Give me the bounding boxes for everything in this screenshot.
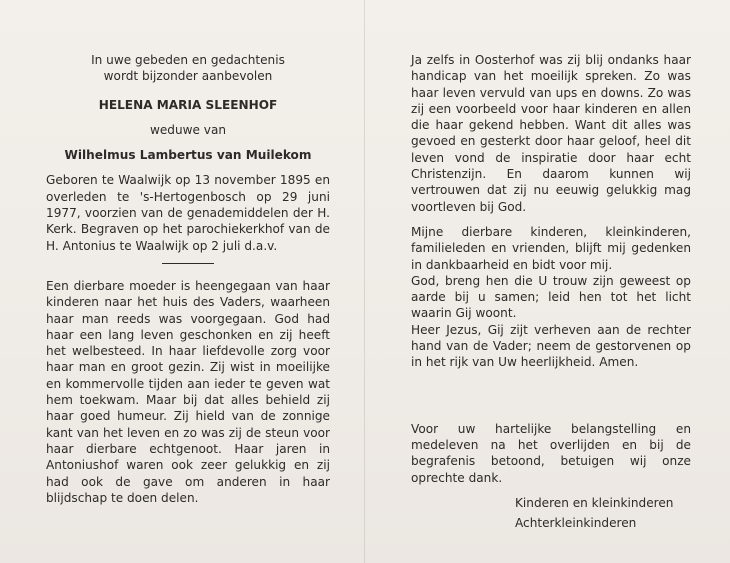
left-panel — [46, 52, 330, 506]
intro-line-2: wordt bijzonder aanbevolen — [103, 69, 273, 84]
paragraph-life: Ja zelfs in Oosterhof was zij blij ondanks haar handicap van het moeilijk spreken. Zo was haar leven vervuld van ups en downs. Zo was zij een voorbeeld voor haar kinderen en allen die haar gekend hebben. Want dit alles was gevoed en gesterkt door haar geloof, heel dit leven vond de inspiratie door haar echt Christenzijn. En daarom kunnen wij vertrouwen dat zij nu eeuwig gelukkig mag voortleven bij God. — [411, 53, 691, 214]
paragraph-remember: Mijne dierbare kinderen, kleinkinderen, familieleden en vrienden, blijft mij gedenken in dankbaarheid en bidt voor mij. — [411, 224, 691, 272]
paragraph-prayer: God, breng hen die U trouw zijn geweest op aarde bij u samen; leid hen tot het licht waarin Gij woont. — [411, 273, 691, 321]
thanks-text: Voor uw hartelijke belangstelling en medeleven na het overlijden en bij de begrafenis betoond, betuigen wij onze oprechte dank. — [411, 421, 691, 485]
husband-name: Wilhelmus Lambertus van Muilekom — [64, 148, 312, 163]
tribute-text: Een dierbare moeder is heengegaan van haar kinderen naar het huis des Vaders, waarheen haar man reeds was voorgegaan. God had haar een lang leven geschonken en zij heeft het welbesteed. In haar liefdevolle zorg voor haar man en groot gezin. Zij wist in moeilijke en kommervolle tijden aan ieder te geven wat hem toekwam. Maar bij dat alles behield zij haar goed humeur. Zij hield van de zonnige kant van het leven en zo was zij de steun voor haar dierbare echtgenoot. Haar jaren in Antoniushof waren ook zeer gelukkig en zij had ook de gave om anderen in haar blijdschap te doen delen. — [46, 278, 330, 505]
deceased-name: HELENA MARIA SLEENHOF — [98, 97, 278, 112]
paragraph-jesus: Heer Jezus, Gij zijt verheven aan de rechter hand van de Vader; neem de gestorvenen op in het rijk van Uw heerlijkheid. Amen. — [411, 322, 691, 370]
signature-family: Kinderen en kleinkinderen — [515, 495, 674, 510]
card-fold — [364, 0, 365, 563]
signature-great-grandchildren: Achterkleinkinderen — [515, 516, 637, 531]
intro-line-1: In uwe gebeden en gedachtenis — [91, 53, 285, 67]
right-panel — [411, 52, 691, 531]
widow-of-label: weduwe van — [149, 122, 227, 137]
biography: Geboren te Waalwijk op 13 november 1895 en overleden te 's-Hertogenbosch op 29 juni 1977, voorzien van de genademiddelen der H. Kerk. Begraven op het parochiekerkhof van de H. Antonius te Waalwijk op 2 juli d.a.v. — [46, 173, 330, 253]
